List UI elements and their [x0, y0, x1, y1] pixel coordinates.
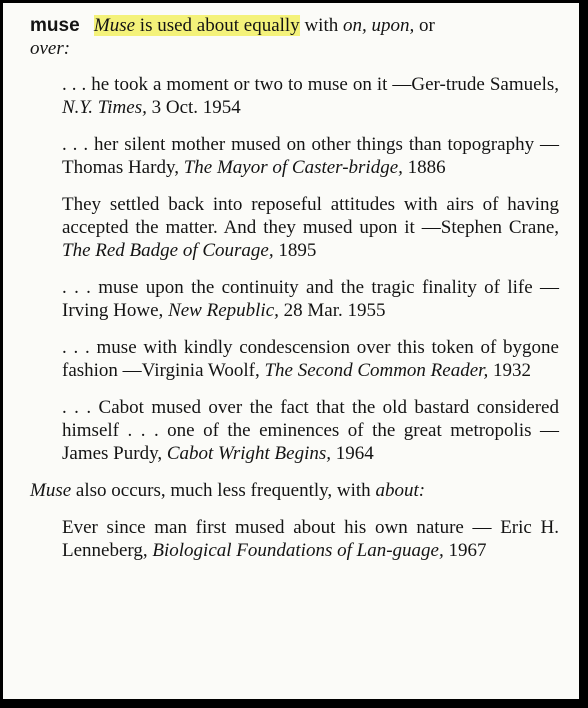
highlighted-phrase: Muse is used about equally — [93, 15, 300, 36]
citation-quote: . . . her silent mother mused on other things than topography —Thomas Hardy, The Mayor of Caster-bridge, 1886 — [62, 134, 559, 178]
citation-quote: . . . Cabot mused over the fact that the old bastard considered himself . . . one of the eminences of the great metropolis —James Purdy, Cabot Wright Begins, 1964 — [62, 397, 559, 464]
preps-line1: on, upon, — [342, 15, 415, 36]
citation-quote: They settled back into reposeful attitudes with airs of having accepted the matter. And they mused upon it —Stephen Crane, The Red Badge of Courage, 1895 — [62, 194, 559, 261]
citation-source: The Mayor of Caster-bridge, — [183, 157, 403, 178]
citation-source: Cabot Wright Begins, — [166, 443, 331, 464]
citation-quote: . . . he took a moment or two to muse on it —Ger-trude Samuels, N.Y. Times, 3 Oct. 1954 — [62, 74, 559, 118]
headword: muse — [30, 15, 80, 36]
dictionary-page — [3, 3, 579, 699]
citation-quote: Ever since man first mused about his own nature — Eric H. Lenneberg, Biological Foundations of Lan-guage, 1967 — [62, 517, 559, 561]
citation-quote: . . . muse upon the continuity and the tragic finality of life —Irving Howe, New Republic, 28 Mar. 1955 — [62, 277, 559, 321]
citation-quote: . . . muse with kindly condescension over this token of bygone fashion —Virginia Woolf, The Second Common Reader, 1932 — [62, 337, 559, 381]
entry-intro: muse Muse is used about equally with on, upon, or over: — [30, 15, 435, 59]
citation-source: N.Y. Times, — [62, 97, 147, 118]
citation-source: Biological Foundations of Lan-guage, — [152, 540, 444, 561]
citation-source: The Red Badge of Courage, — [62, 240, 274, 261]
preps-line2: over: — [30, 38, 71, 59]
second-italic-word: Muse — [30, 480, 72, 501]
second-prep: about: — [375, 480, 426, 501]
intro-italic-word: Muse — [93, 15, 136, 36]
citation-source: New Republic, — [168, 300, 279, 321]
second-usage-note: Muse also occurs, much less frequently, with about: — [30, 480, 426, 501]
citation-source: The Second Common Reader, — [264, 360, 489, 381]
